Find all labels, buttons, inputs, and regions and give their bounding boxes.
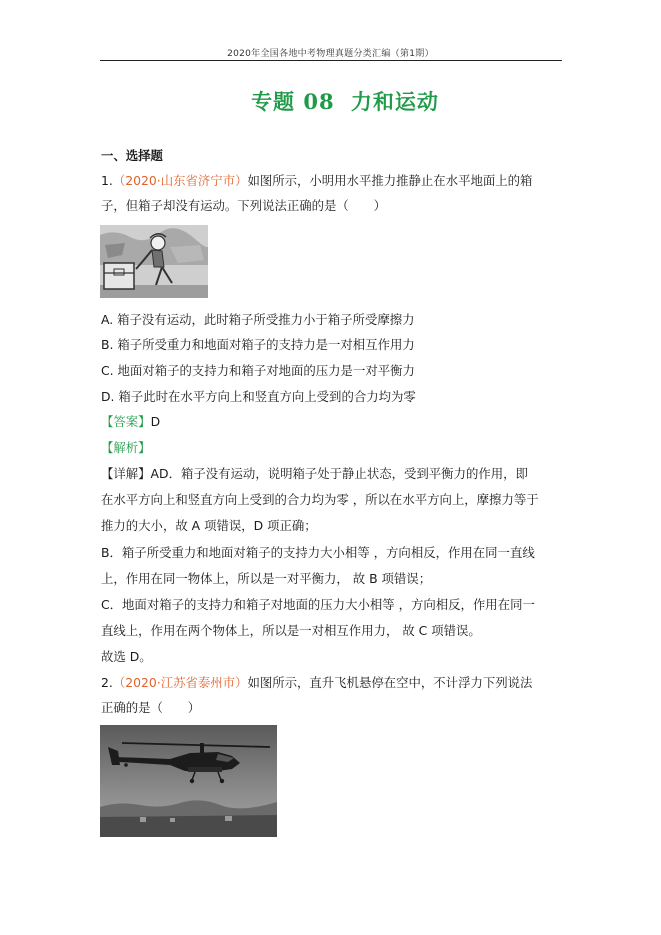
q1-answer	[101, 414, 160, 430]
q2-stem-line1	[101, 675, 532, 691]
q1-source: （2020·山东省济宁市）	[112, 173, 248, 188]
q1-detail-line3: 推力的大小，故 A 项错误，D 项正确；	[101, 518, 317, 533]
q1-stem-line2: 子，但箱子却没有运动。下列说法正确的是（ ）	[101, 198, 386, 213]
header-text: 2020年全国各地中考物理真题分类汇编（第1期）	[227, 49, 434, 59]
q1-figure-box-push	[100, 225, 208, 298]
q1-option-a: A. 箱子没有运动，此时箱子所受推力小于箱子所受摩擦力	[101, 312, 415, 327]
q1-detail-line8: 故选 D。	[101, 649, 152, 664]
q1-stem-line1	[101, 173, 532, 189]
title-prefix: 专题	[251, 90, 296, 114]
q2-stem-line2: 正确的是（ ）	[101, 700, 201, 715]
q1-option-d: D. 箱子此时在水平方向上和竖直方向上受到的合力均为零	[101, 389, 416, 404]
q1-analysis-label: 【解析】	[101, 440, 151, 455]
q1-option-c: C. 地面对箱子的支持力和箱子对地面的压力是一对平衡力	[101, 363, 415, 378]
q1-detail-line1: 【详解】AD．箱子没有运动，说明箱子处于静止状态，受到平衡力的作用，即	[101, 466, 528, 481]
q2-source: （2020·江苏省泰州市）	[112, 675, 248, 690]
title-name: 力和运动	[350, 90, 439, 114]
q1-detail-line2: 在水平方向上和竖直方向上受到的合力均为零 ，所以在水平方向上，摩擦力等于	[101, 492, 539, 507]
q1-answer-label: 【答案】	[101, 414, 151, 429]
q1-figure-image	[100, 225, 208, 298]
q2-figure-box-helicopter	[100, 725, 277, 837]
q1-detail-line5: 上，作用在同一物体上，所以是一对平衡力， 故 B 项错误；	[101, 571, 432, 586]
q1-text1: 如图所示，小明用水平推力推静止在水平地面上的箱	[247, 173, 533, 188]
page-title	[0, 86, 661, 116]
q2-figure-image	[100, 725, 277, 837]
section-heading: 一、选择题	[101, 148, 163, 163]
q1-detail-line7: 直线上，作用在两个物体上，所以是一对相互作用力， 故 C 项错误。	[101, 623, 481, 638]
q1-answer-value: D	[150, 414, 161, 429]
q1-detail-line6: C．地面对箱子的支持力和箱子对地面的压力大小相等 ，方向相反，作用在同一	[101, 597, 535, 612]
header-rule	[100, 60, 562, 61]
q1-number: 1.	[101, 173, 113, 188]
q2-number: 2.	[101, 675, 113, 690]
q1-detail-line4: B．箱子所受重力和地面对箱子的支持力大小相等 ，方向相反，作用在同一直线	[101, 545, 535, 560]
q2-text1: 如图所示，直升飞机悬停在空中，不计浮力下列说法	[247, 675, 533, 690]
title-number: 08	[303, 89, 335, 114]
q1-option-b: B. 箱子所受重力和地面对箱子的支持力是一对相互作用力	[101, 337, 415, 352]
